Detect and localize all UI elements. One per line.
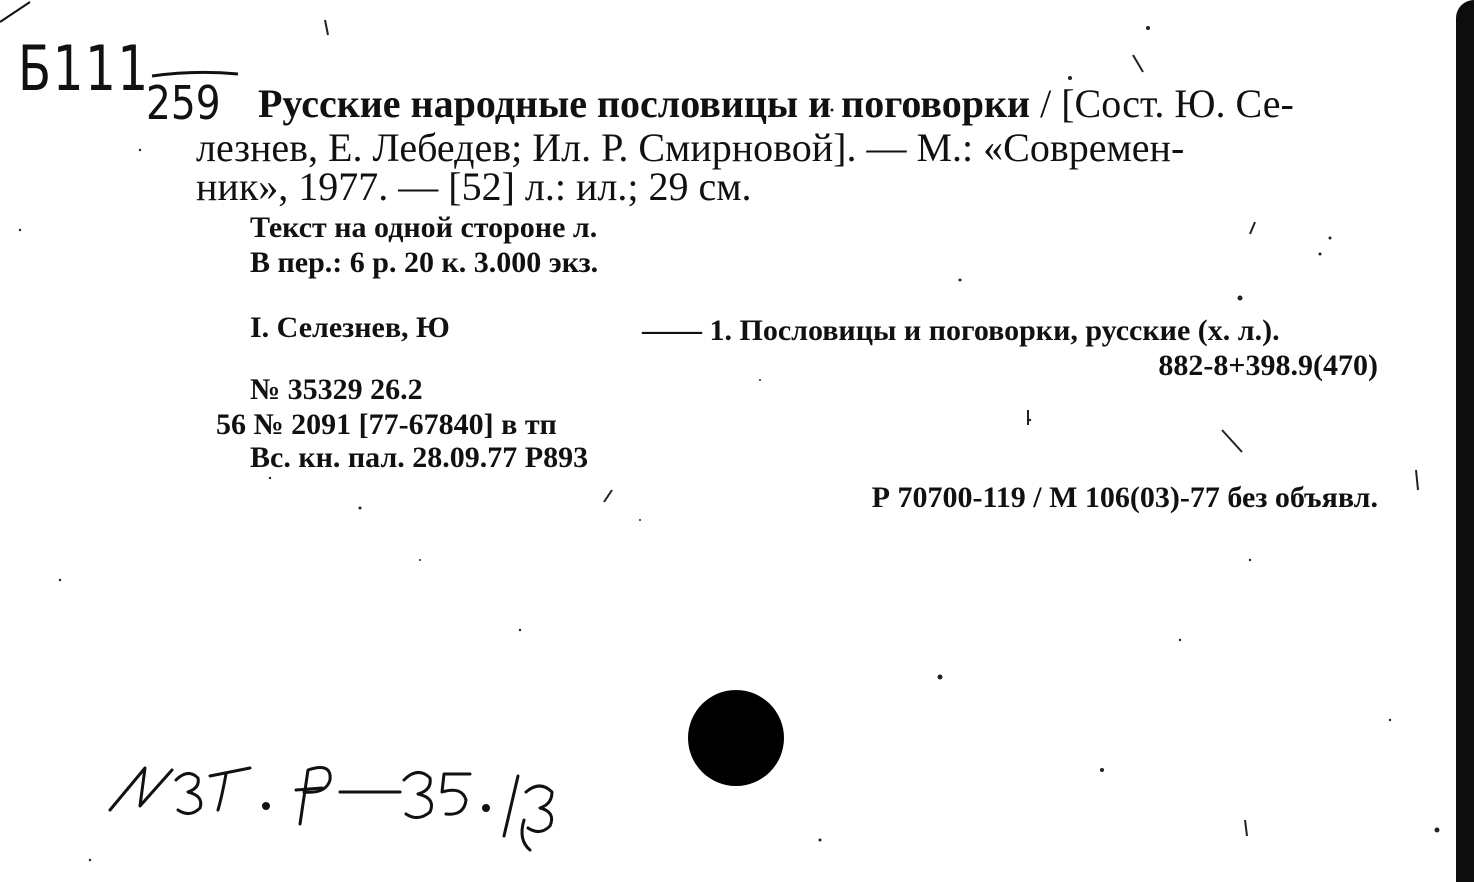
handwritten-bottom-note xyxy=(100,740,700,880)
entry-line-2: лезнев, Е. Лебедев; Ил. Р. Смирновой]. — М.: «Современ- xyxy=(196,125,1185,170)
entry-line-3: ник», 1977. — [52] л.: ил.; 29 см. xyxy=(196,164,752,209)
book-title: Русские народные пословицы и поговорки xyxy=(258,81,1031,126)
classification-code: 882-8+398.9(470) xyxy=(1158,349,1378,382)
tracing-subject: —— 1. Пословицы и поговорки, русские (х. л.). xyxy=(642,314,1280,347)
punched-hole xyxy=(688,690,784,786)
handwritten-number: 259 xyxy=(146,76,221,130)
corner-mark xyxy=(0,0,40,24)
text-note: Текст на одной стороне л. xyxy=(250,211,598,244)
handwritten-shelf-code: Б111 xyxy=(18,32,150,105)
tracing-person: I. Селезнев, Ю xyxy=(250,311,450,344)
print-number: 56 № 2091 [77-67840] в тп xyxy=(216,408,557,441)
price-note: В пер.: 6 р. 20 к. 3.000 экз. xyxy=(250,246,599,279)
card-edge xyxy=(1456,0,1474,882)
entry-line-1 xyxy=(258,81,1294,126)
record-number: № 35329 26.2 xyxy=(250,373,423,406)
book-chamber-number: Вс. кн. пал. 28.09.77 Р893 xyxy=(250,441,589,474)
entry-compilers-start: / [Сост. Ю. Се- xyxy=(1030,81,1294,126)
index-number: Р 70700-119 / М 106(03)-77 без объявл. xyxy=(871,481,1378,514)
